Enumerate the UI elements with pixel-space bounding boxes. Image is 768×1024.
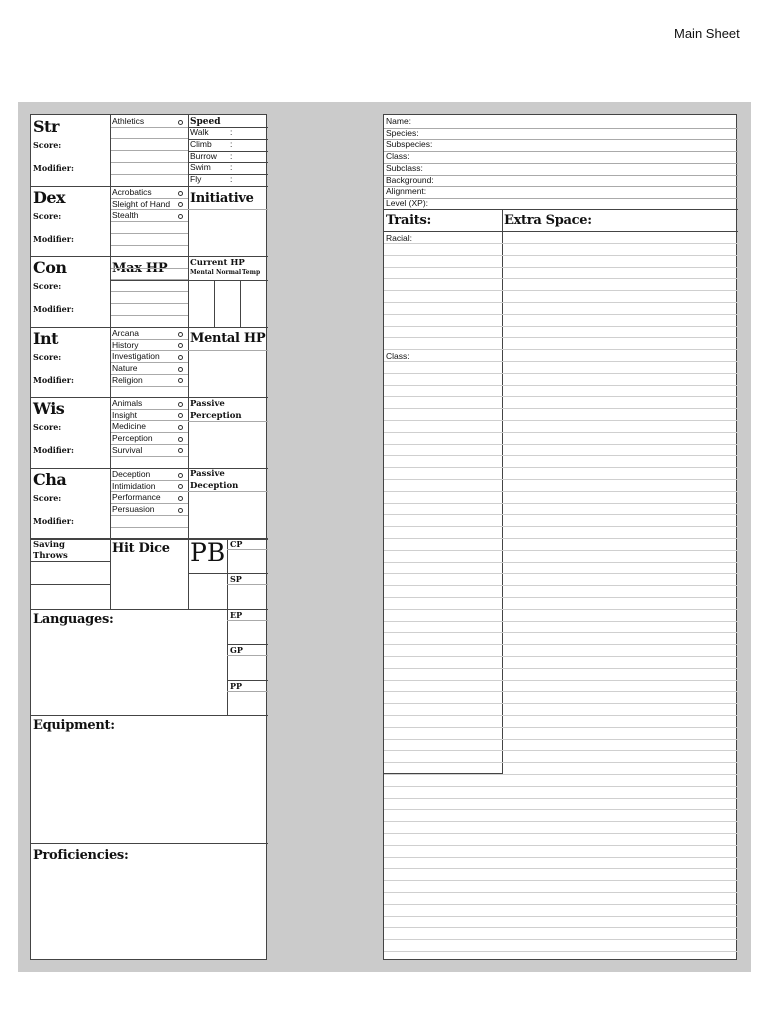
right-sheet <box>383 114 737 960</box>
writing-line <box>384 444 738 445</box>
divider <box>240 280 241 327</box>
writing-line <box>384 514 738 515</box>
writing-line <box>384 585 738 586</box>
divider <box>384 163 738 164</box>
saving-throws-line1: Saving <box>33 540 65 550</box>
divider <box>110 115 111 609</box>
writing-line <box>384 573 738 574</box>
speed-row-label: Burrow <box>190 150 217 161</box>
equipment-label: Equipment: <box>33 718 115 733</box>
divider <box>188 573 227 574</box>
writing-line <box>384 939 738 940</box>
speed-separator: : <box>230 150 233 161</box>
ability-score-label: Score: <box>33 493 62 503</box>
divider <box>110 233 188 234</box>
current-hp-col-temp: Temp <box>242 269 261 276</box>
writing-line <box>384 267 738 268</box>
writing-line <box>384 243 738 244</box>
divider <box>384 128 738 129</box>
writing-line <box>384 880 738 881</box>
proficiency-circle-icon[interactable] <box>178 214 183 219</box>
divider <box>188 151 268 152</box>
divider <box>31 843 268 844</box>
class-label: Class: <box>386 351 410 361</box>
proficiencies-label: Proficiencies: <box>33 848 129 863</box>
info-field-label: Species: <box>386 127 419 138</box>
writing-line <box>384 538 738 539</box>
writing-line <box>384 857 738 858</box>
divider <box>384 231 738 232</box>
divider <box>31 609 227 610</box>
divider <box>110 491 188 492</box>
divider <box>110 503 188 504</box>
divider <box>110 303 188 304</box>
proficiency-circle-icon[interactable] <box>178 473 183 478</box>
skill-label: Performance <box>112 492 161 503</box>
proficiency-circle-icon[interactable] <box>178 402 183 407</box>
writing-line <box>384 491 738 492</box>
proficiency-circle-icon[interactable] <box>178 508 183 513</box>
divider <box>227 644 268 645</box>
divider <box>110 409 188 410</box>
proficiency-circle-icon[interactable] <box>178 355 183 360</box>
ability-abbr: Cha <box>33 470 67 489</box>
divider <box>214 280 215 327</box>
passive-perception-line1: Passive <box>190 399 225 409</box>
speed-row-label: Fly <box>190 174 202 185</box>
writing-line <box>384 255 738 256</box>
coin-label: CP <box>230 539 243 549</box>
ability-score-label: Score: <box>33 422 62 432</box>
skill-label: Investigation <box>112 351 160 362</box>
ability-score-label: Score: <box>33 211 62 221</box>
divider <box>384 186 738 187</box>
divider <box>384 151 738 152</box>
writing-line <box>384 597 738 598</box>
ability-score-label: Score: <box>33 281 62 291</box>
hit-dice-label: Hit Dice <box>112 541 170 556</box>
writing-line <box>384 503 738 504</box>
writing-line <box>384 892 738 893</box>
speed-row-label: Swim <box>190 162 211 173</box>
writing-line <box>384 798 738 799</box>
divider <box>31 715 268 716</box>
speed-row-label: Climb <box>190 138 212 149</box>
proficiency-circle-icon[interactable] <box>178 191 183 196</box>
divider <box>110 420 188 421</box>
writing-line <box>384 550 738 551</box>
divider <box>110 209 188 210</box>
divider <box>110 138 188 139</box>
writing-line <box>384 739 738 740</box>
passive-deception-line2: Deception <box>190 481 239 491</box>
ability-abbr: Int <box>33 329 59 348</box>
writing-line <box>384 621 738 622</box>
writing-line <box>384 927 738 928</box>
writing-line <box>384 727 738 728</box>
writing-line <box>384 703 738 704</box>
traits-label: Traits: <box>386 213 431 228</box>
divider <box>110 374 188 375</box>
divider <box>110 162 188 163</box>
info-field-label: Subspecies: <box>386 139 433 150</box>
skill-label: Acrobatics <box>112 187 152 197</box>
info-field-label: Alignment: <box>386 186 427 197</box>
page-title: Main Sheet <box>674 26 740 41</box>
speed-separator: : <box>230 127 233 137</box>
skill-label: Religion <box>112 374 143 385</box>
pb-label: PB <box>190 538 226 567</box>
speed-separator: : <box>230 174 233 185</box>
writing-line <box>384 385 738 386</box>
skill-label: Arcana <box>112 328 139 338</box>
divider <box>31 256 268 257</box>
skill-label: Intimidation <box>112 480 156 491</box>
mental-hp-label: Mental HP <box>190 331 266 346</box>
coin-label: SP <box>230 574 242 585</box>
coin-label: GP <box>230 645 243 656</box>
speed-row-label: Walk <box>190 127 209 137</box>
writing-line <box>384 656 738 657</box>
skill-label: Athletics <box>112 116 145 126</box>
ability-modifier-label: Modifier: <box>33 234 74 244</box>
divider <box>227 691 268 692</box>
speed-separator: : <box>230 162 233 173</box>
writing-line <box>384 680 738 681</box>
divider <box>227 538 228 715</box>
ability-score-label: Score: <box>33 140 62 150</box>
info-field-label: Background: <box>386 174 434 185</box>
writing-line <box>384 526 738 527</box>
initiative-label: Initiative <box>190 191 254 206</box>
passive-deception-line1: Passive <box>190 469 225 479</box>
divider <box>227 655 268 656</box>
skill-label: Stealth <box>112 210 139 221</box>
writing-line <box>384 455 738 456</box>
divider <box>110 221 188 222</box>
divider <box>110 456 188 457</box>
ability-score-label: Score: <box>33 352 62 362</box>
writing-line <box>384 349 738 350</box>
speed-title: Speed <box>190 117 221 127</box>
writing-line <box>384 774 738 775</box>
divider <box>110 268 188 269</box>
divider <box>110 174 188 175</box>
writing-line <box>384 845 738 846</box>
skill-label: Sleight of Hand <box>112 198 171 209</box>
writing-line <box>384 632 738 633</box>
skill-label: Perception <box>112 433 153 444</box>
ability-abbr: Con <box>33 258 67 277</box>
info-field-label: Name: <box>386 116 412 126</box>
current-hp-col-normal: Normal <box>216 269 242 276</box>
proficiency-circle-icon[interactable] <box>178 367 183 372</box>
skill-label: Persuasion <box>112 504 155 515</box>
divider <box>110 515 188 516</box>
divider <box>110 280 268 281</box>
divider <box>227 549 268 550</box>
divider <box>31 538 268 539</box>
proficiency-circle-icon[interactable] <box>178 496 183 501</box>
divider <box>188 162 268 163</box>
writing-line <box>384 337 738 338</box>
skill-label: Medicine <box>112 421 147 432</box>
divider <box>384 175 738 176</box>
skill-label: History <box>112 339 139 350</box>
ability-modifier-label: Modifier: <box>33 445 74 455</box>
divider <box>227 584 268 585</box>
divider <box>31 584 110 585</box>
writing-line <box>384 762 738 763</box>
writing-line <box>384 668 738 669</box>
divider <box>110 245 188 246</box>
writing-line <box>384 715 738 716</box>
divider <box>188 174 268 175</box>
writing-line <box>384 750 738 751</box>
writing-line <box>384 361 738 362</box>
divider <box>188 350 268 351</box>
divider <box>31 397 268 398</box>
passive-perception-line2: Perception <box>190 411 242 421</box>
saving-throws-line2: Throws <box>33 551 68 561</box>
writing-line <box>384 420 738 421</box>
writing-line <box>384 916 738 917</box>
ability-modifier-label: Modifier: <box>33 304 74 314</box>
divider <box>110 444 188 445</box>
writing-line <box>384 314 738 315</box>
writing-line <box>384 562 738 563</box>
coin-label: PP <box>230 680 243 691</box>
writing-line <box>384 467 738 468</box>
proficiency-circle-icon[interactable] <box>178 437 183 442</box>
divider <box>188 209 268 210</box>
divider <box>110 350 188 351</box>
skill-label: Insight <box>112 409 138 420</box>
proficiency-circle-icon[interactable] <box>178 120 183 125</box>
divider <box>188 139 268 140</box>
divider <box>188 421 268 422</box>
writing-line <box>384 868 738 869</box>
divider <box>31 327 268 328</box>
writing-line <box>384 809 738 810</box>
writing-line <box>384 821 738 822</box>
ability-abbr: Dex <box>33 188 66 207</box>
current-hp-col-mental: Mental <box>190 269 214 276</box>
speed-separator: : <box>230 138 233 149</box>
skill-label: Deception <box>112 469 151 479</box>
divider <box>227 680 268 681</box>
writing-line <box>384 302 738 303</box>
divider <box>227 609 268 610</box>
divider <box>110 291 188 292</box>
writing-line <box>384 609 738 610</box>
languages-label: Languages: <box>33 612 114 627</box>
writing-line <box>384 326 738 327</box>
writing-line <box>384 432 738 433</box>
divider <box>384 139 738 140</box>
divider <box>227 620 268 621</box>
skill-label: Nature <box>112 363 138 374</box>
divider <box>188 115 189 609</box>
racial-label: Racial: <box>386 233 412 243</box>
divider <box>110 432 188 433</box>
divider <box>188 127 268 128</box>
divider <box>31 186 268 187</box>
writing-line <box>384 479 738 480</box>
writing-line <box>384 373 738 374</box>
current-hp-label: Current HP <box>190 258 245 268</box>
divider <box>384 198 738 199</box>
divider <box>110 315 188 316</box>
info-field-label: Class: <box>386 151 410 162</box>
divider <box>110 527 188 528</box>
writing-line <box>384 691 738 692</box>
writing-line <box>384 951 738 952</box>
left-sheet <box>30 114 267 960</box>
divider <box>188 491 268 492</box>
writing-line <box>384 786 738 787</box>
max-hp-label: Max HP <box>112 261 168 276</box>
ability-modifier-label: Modifier: <box>33 516 74 526</box>
ability-modifier-label: Modifier: <box>33 375 74 385</box>
divider <box>110 150 188 151</box>
skill-label: Survival <box>112 444 143 455</box>
writing-line <box>384 644 738 645</box>
writing-line <box>384 904 738 905</box>
writing-line <box>384 408 738 409</box>
coin-label: EP <box>230 609 243 620</box>
ability-modifier-label: Modifier: <box>33 163 74 173</box>
writing-line <box>384 396 738 397</box>
extra-space-label: Extra Space: <box>504 213 592 228</box>
writing-line <box>384 278 738 279</box>
proficiency-circle-icon[interactable] <box>178 425 183 430</box>
ability-abbr: Wis <box>33 399 65 418</box>
writing-line <box>384 833 738 834</box>
ability-abbr: Str <box>33 117 59 136</box>
skill-label: Animals <box>112 398 143 408</box>
proficiency-circle-icon[interactable] <box>178 332 183 337</box>
divider <box>31 539 268 540</box>
divider <box>110 339 188 340</box>
divider <box>384 209 738 210</box>
info-field-label: Subclass: <box>386 162 423 173</box>
divider <box>110 198 188 199</box>
divider <box>110 362 188 363</box>
divider <box>31 468 268 469</box>
divider <box>110 386 188 387</box>
divider <box>110 480 188 481</box>
writing-line <box>384 290 738 291</box>
divider <box>31 561 110 562</box>
divider <box>227 573 268 574</box>
divider <box>110 127 188 128</box>
info-field-label: Level (XP): <box>386 197 429 208</box>
